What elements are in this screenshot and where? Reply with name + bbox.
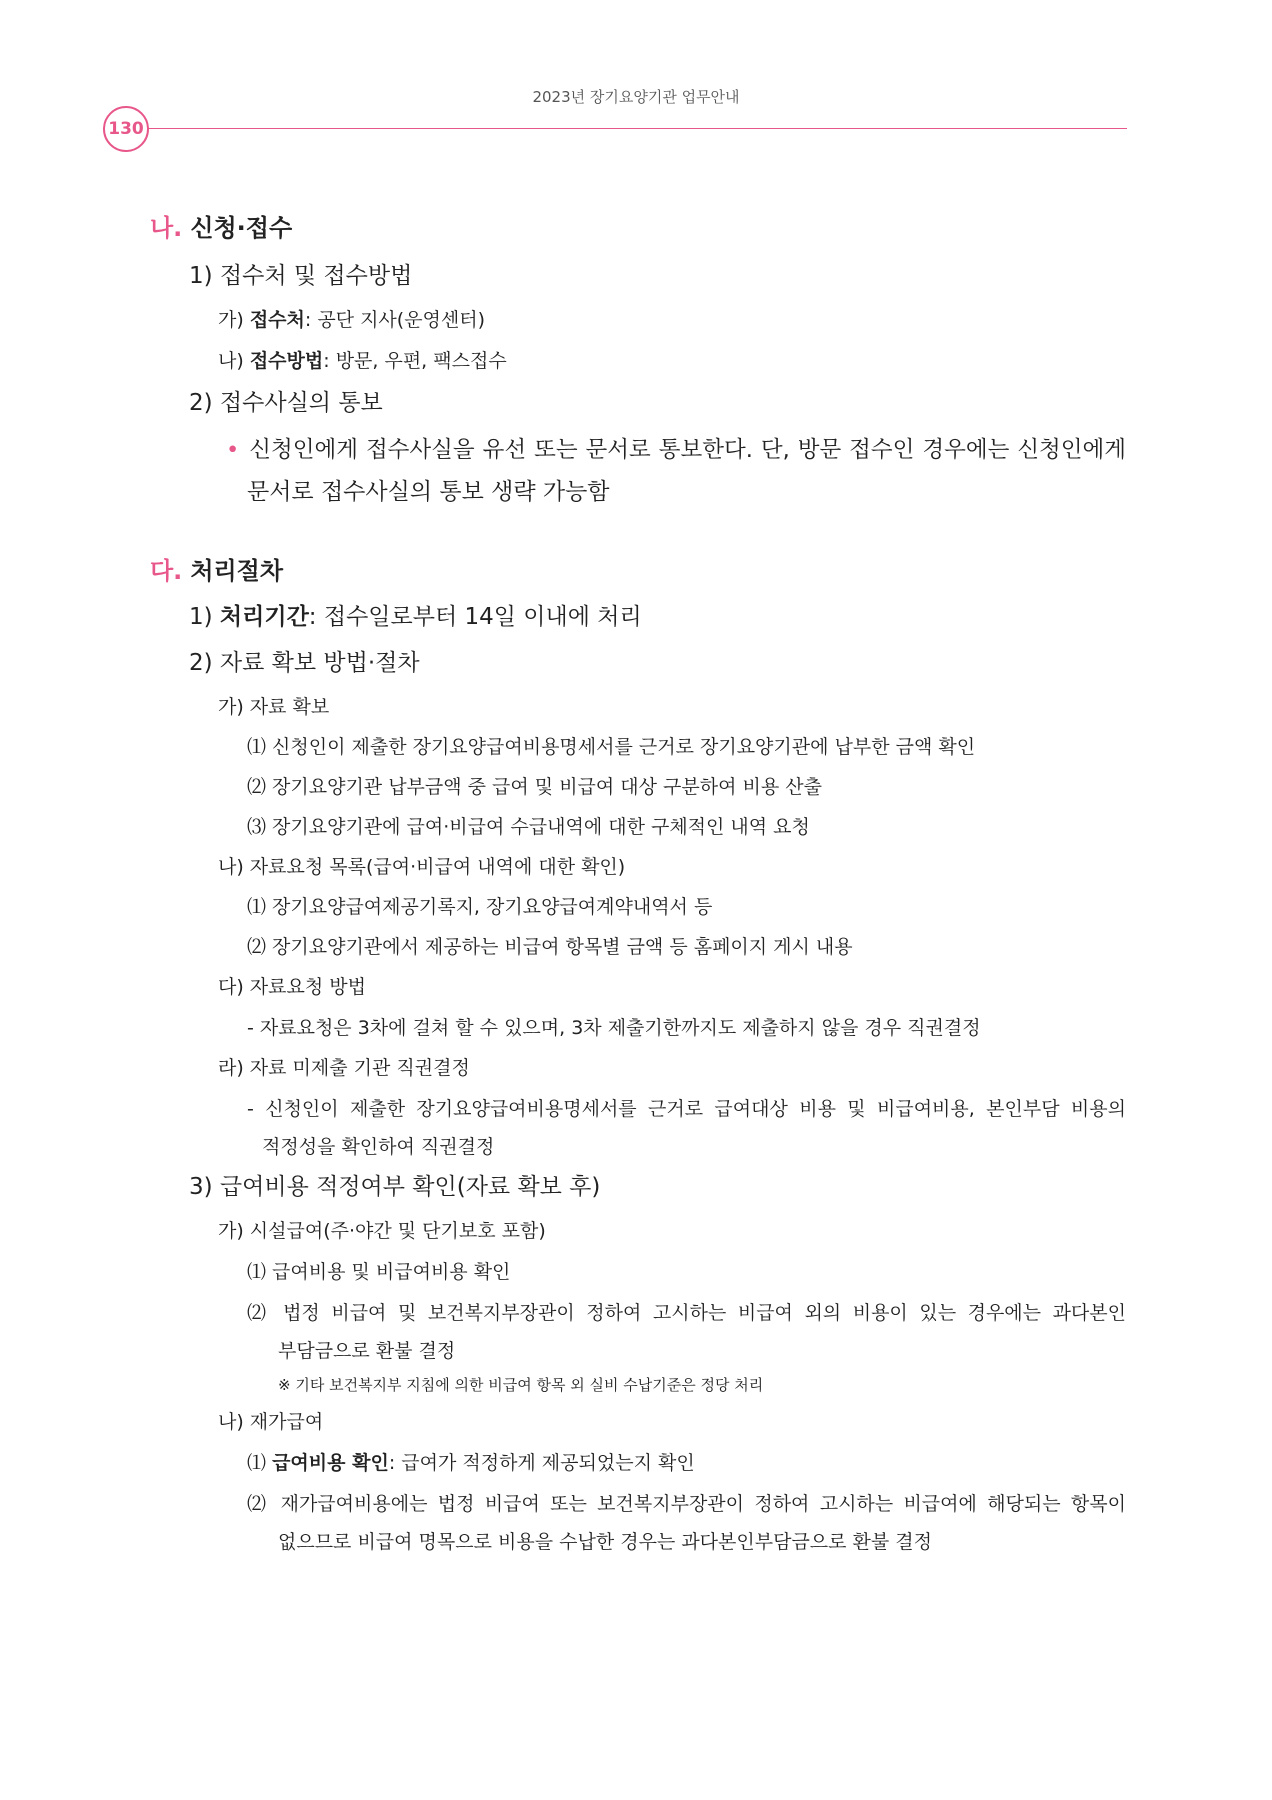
page-number-badge: 130	[103, 106, 149, 152]
sub-item-text: : 방문, 우편, 팩스접수	[323, 350, 507, 372]
sub-item: 가) 자료 확보	[218, 696, 330, 718]
sub-item	[218, 350, 507, 373]
sub-item-bold: 접수처	[249, 309, 305, 331]
sub-item-bold: 접수방법	[249, 350, 324, 372]
list-item-continued: 없으므로 비급여 명목으로 비용을 수납한 경우는 과다본인부담금으로 환불 결정	[278, 1531, 933, 1553]
list-item-continued: 부담금으로 환불 결정	[278, 1340, 456, 1362]
section-heading-na	[150, 214, 292, 243]
reference-note: ※ 기타 보건복지부 지침에 의한 비급여 항목 외 실비 수납기준은 정당 처리	[278, 1376, 764, 1394]
section-title: 처리절차	[190, 557, 284, 585]
list-item-continued: 적정성을 확인하여 직권결정	[262, 1136, 495, 1158]
section-marker: 다.	[150, 557, 183, 585]
sub-item-text: : 공단 지사(운영센터)	[304, 309, 486, 331]
bullet-icon: •	[226, 437, 240, 463]
list-item-text: : 급여가 적정하게 제공되었는지 확인	[388, 1452, 695, 1474]
list-item	[247, 1452, 695, 1475]
sub-item: 나) 자료요청 목록(급여·비급여 내역에 대한 확인)	[218, 856, 626, 878]
item-heading: 1) 접수처 및 접수방법	[189, 263, 413, 289]
list-item: ⑴ 신청인이 제출한 장기요양급여비용명세서를 근거로 장기요양기관에 납부한 금액 확인	[247, 736, 976, 758]
section-title: 신청·접수	[190, 214, 293, 242]
sub-item: 다) 자료요청 방법	[218, 976, 366, 998]
item-heading: 3) 급여비용 적정여부 확인(자료 확보 후)	[189, 1174, 601, 1200]
list-item: ⑵ 장기요양기관에서 제공하는 비급여 항목별 금액 등 홈페이지 게시 내용	[247, 936, 853, 958]
sub-item: 라) 자료 미제출 기관 직권결정	[218, 1057, 470, 1079]
list-item: ⑵ 장기요양기관 납부금액 중 급여 및 비급여 대상 구분하여 비용 산출	[247, 776, 822, 798]
list-item: ⑴ 급여비용 및 비급여비용 확인	[247, 1261, 511, 1283]
item-heading	[189, 604, 642, 632]
sub-item: 나) 재가급여	[218, 1411, 324, 1433]
list-item: ⑵ 재가급여비용에는 법정 비급여 또는 보건복지부장관이 정하여 고시하는 비급여에 해당되는 항목이	[247, 1493, 1126, 1515]
section-marker: 나.	[150, 214, 183, 242]
item-bold: 처리기간	[219, 604, 309, 630]
list-item: ⑴ 장기요양급여제공기록지, 장기요양급여계약내역서 등	[247, 896, 713, 918]
list-item-bold: 급여비용 확인	[272, 1452, 389, 1474]
item-number: 1)	[189, 604, 213, 630]
list-item: - 자료요청은 3차에 걸쳐 할 수 있으며, 3차 제출기한까지도 제출하지 않을 경우 직권결정	[247, 1017, 981, 1039]
list-item: - 신청인이 제출한 장기요양급여비용명세서를 근거로 급여대상 비용 및 비급여비용, 본인부담 비용의	[247, 1098, 1126, 1120]
sub-item-number: 가)	[218, 309, 244, 331]
header-divider	[149, 128, 1127, 129]
list-item-number: ⑴	[247, 1452, 267, 1474]
list-item: ⑵ 법정 비급여 및 보건복지부장관이 정하여 고시하는 비급여 외의 비용이 있는 경우에는 과다본인	[247, 1302, 1126, 1324]
running-header: 2023년 장기요양기관 업무안내	[532, 88, 740, 106]
item-heading: 2) 접수사실의 통보	[189, 390, 383, 416]
sub-item-number: 나)	[218, 350, 244, 372]
list-item: ⑶ 장기요양기관에 급여·비급여 수급내역에 대한 구체적인 내역 요청	[247, 816, 810, 838]
section-heading-da	[150, 557, 283, 586]
sub-item	[218, 309, 485, 332]
bullet-paragraph	[226, 437, 1126, 464]
item-heading: 2) 자료 확보 방법·절차	[189, 650, 420, 676]
item-text: : 접수일로부터 14일 이내에 처리	[308, 604, 642, 630]
paragraph-line: 문서로 접수사실의 통보 생략 가능함	[247, 479, 610, 505]
paragraph-line: 신청인에게 접수사실을 유선 또는 문서로 통보한다. 단, 방문 접수인 경우에는 신청인에게	[249, 437, 1126, 463]
sub-item: 가) 시설급여(주·야간 및 단기보호 포함)	[218, 1220, 546, 1242]
